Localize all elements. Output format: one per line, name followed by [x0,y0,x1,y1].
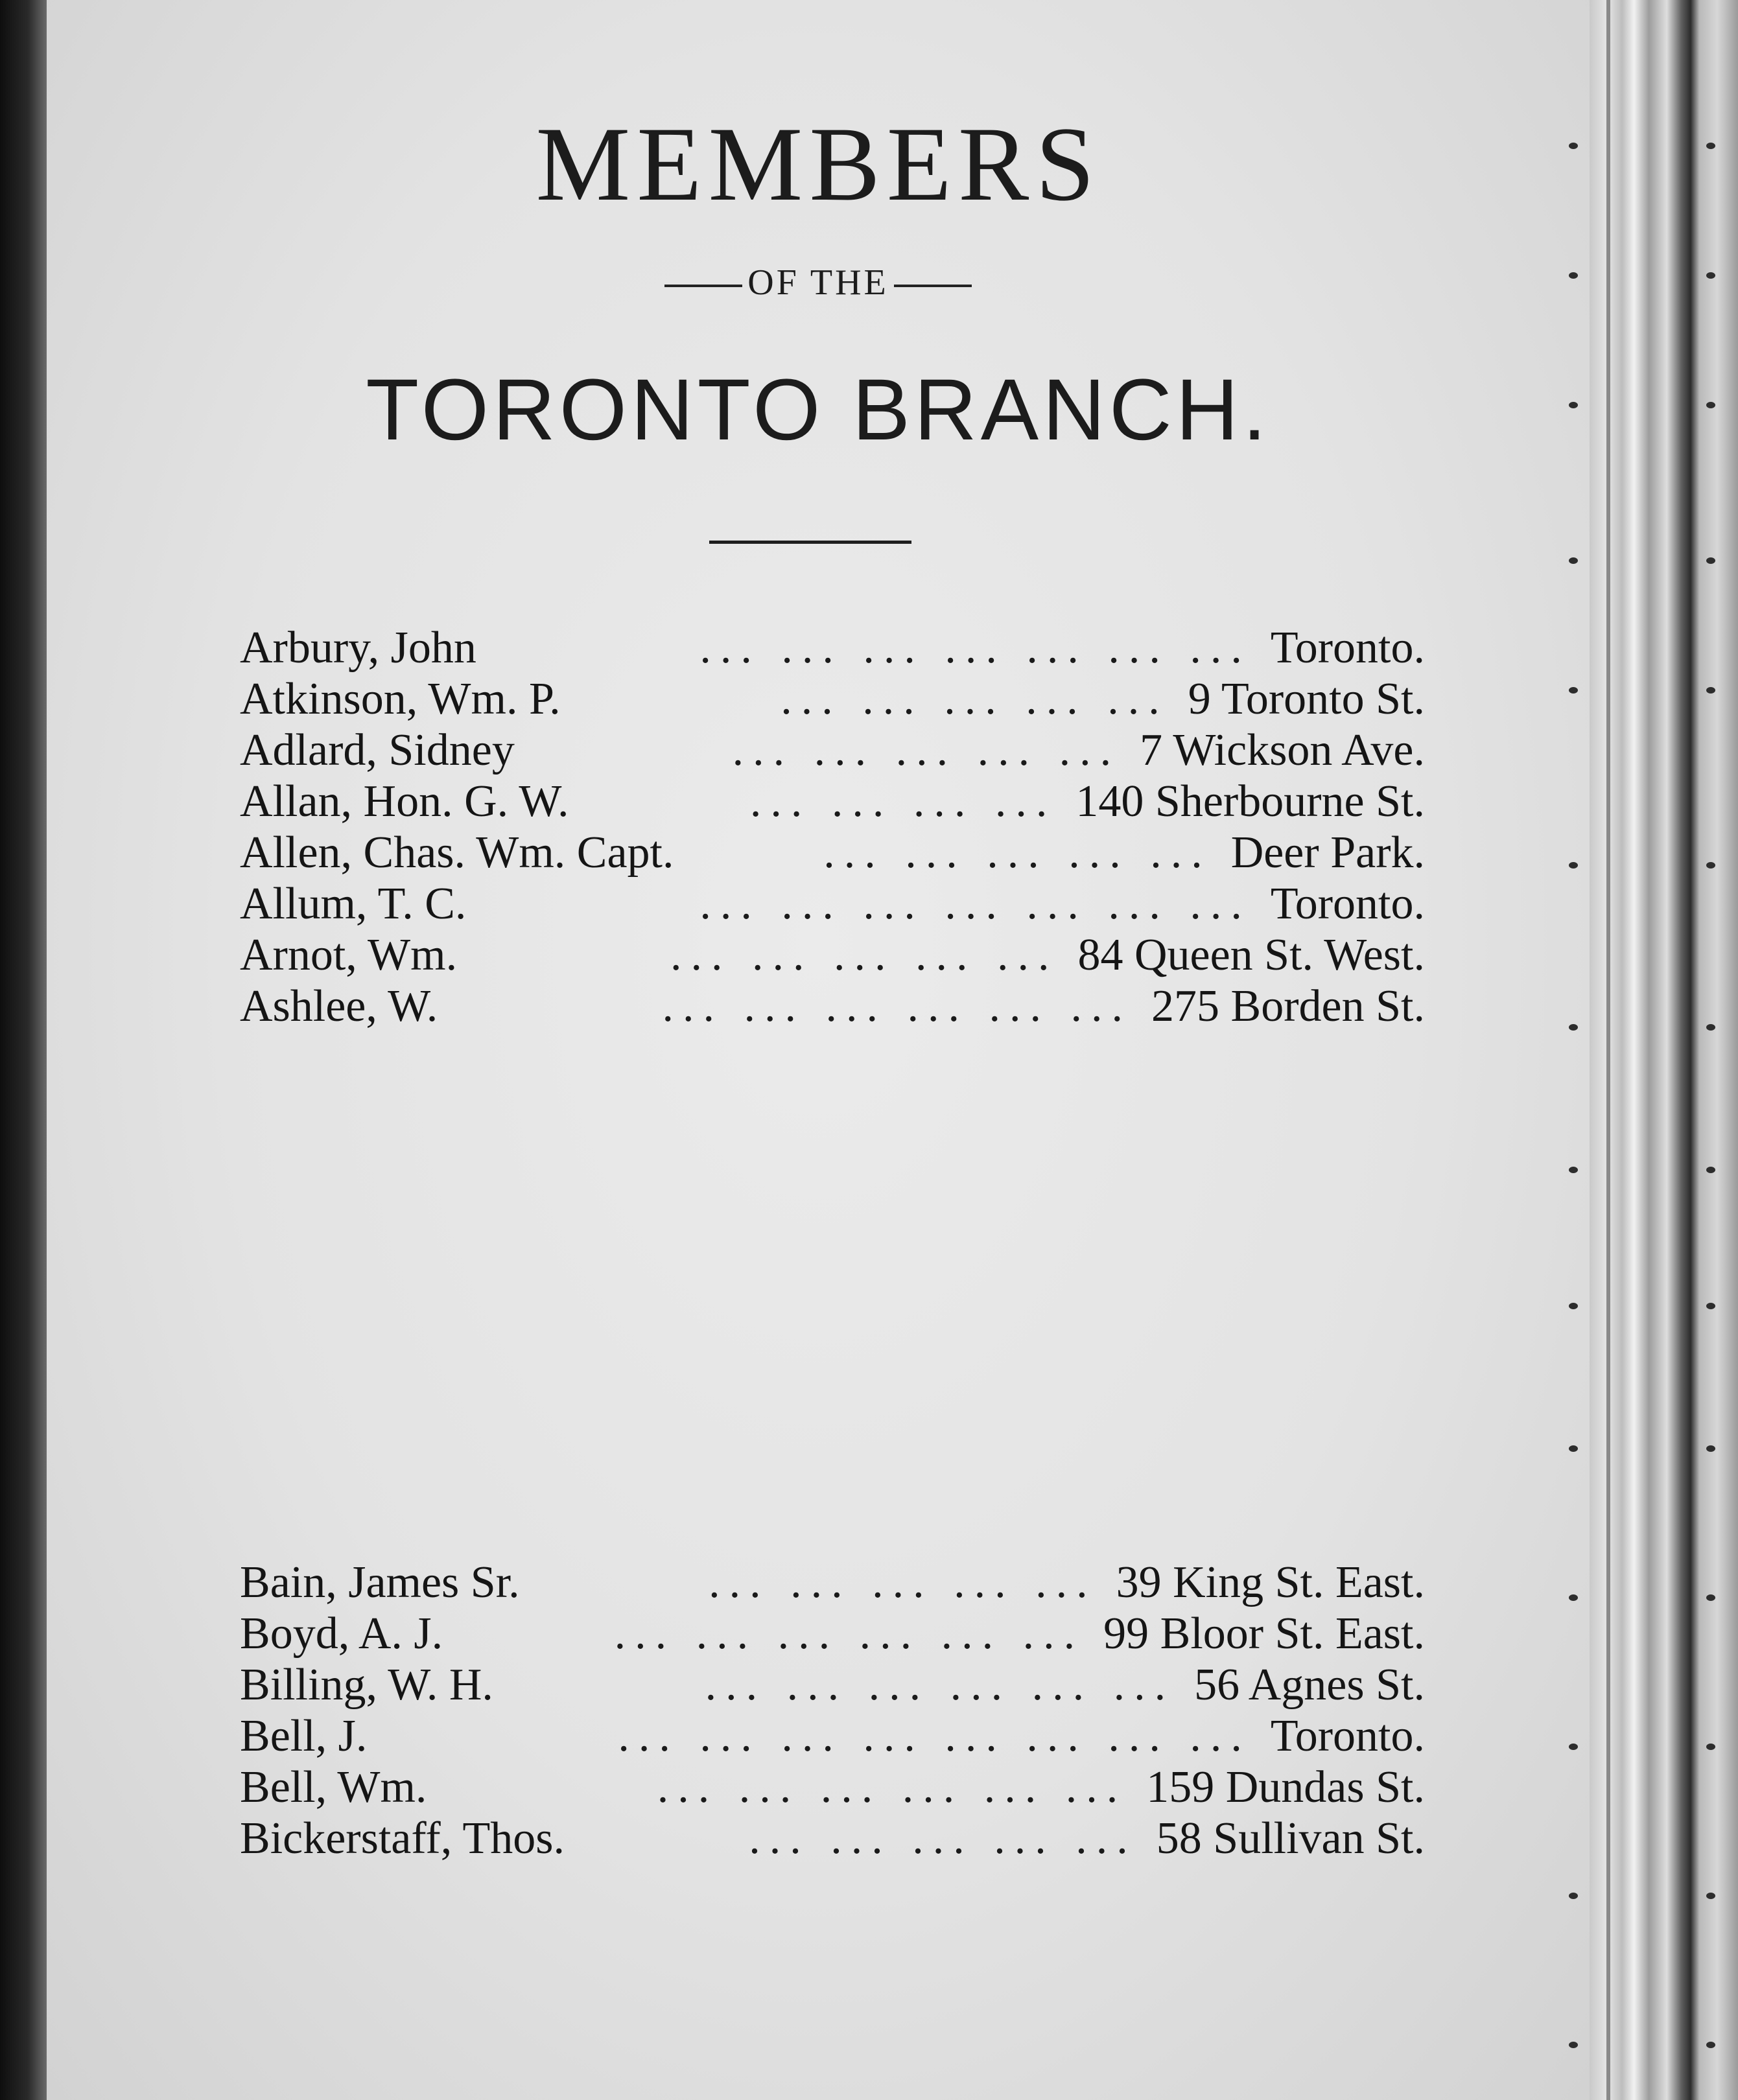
dot-leader: ... ... ... ... [749,776,1057,826]
binding-stitch [1706,1893,1715,1899]
section-divider [709,541,911,544]
binding-stitch [1706,1744,1715,1750]
binding-stitch [1706,1024,1715,1031]
member-row [240,1710,1425,1762]
binding-stitch [1569,1594,1578,1601]
member-address: Toronto. [1270,623,1425,673]
member-row [240,725,1425,776]
binding-stitch [1706,557,1715,564]
binding-stitch [1706,862,1715,869]
binding-stitch [1706,1303,1715,1309]
member-row [240,1762,1425,1813]
member-name: Bell, J. [240,1711,368,1761]
member-address: 39 King St. East. [1116,1558,1425,1607]
binding-stitch [1569,143,1578,149]
member-address: 159 Dundas St. [1146,1762,1425,1812]
member-name: Bickerstaff, Thos. [240,1814,565,1863]
member-row [240,878,1425,929]
binding-stitch [1569,402,1578,408]
member-address: 84 Queen St. West. [1077,930,1425,980]
member-row [240,1813,1425,1864]
binding-stitch [1706,1594,1715,1601]
member-address: Toronto. [1270,1711,1425,1761]
binding-stitch [1569,272,1578,279]
dot-leader: ... ... ... ... ... [781,674,1169,724]
dot-leader: ... ... ... ... ... ... ... [699,879,1251,929]
member-row [240,1659,1425,1710]
page-subtitle [47,262,1590,303]
member-name: Allan, Hon. G. W. [240,776,569,826]
member-name: Adlard, Sidney [240,725,515,775]
member-name: Bain, James Sr. [240,1558,520,1607]
member-address: 56 Agnes St. [1194,1660,1425,1710]
dot-leader: ... ... ... ... ... [670,930,1059,980]
branch-heading: TORONTO BRANCH. [366,362,1271,458]
scan-edge [0,0,47,2100]
binding-stitch [1569,1744,1578,1750]
binding-stitch [1706,2042,1715,2048]
member-name: Billing, W. H. [240,1660,493,1710]
member-address: Toronto. [1270,879,1425,929]
member-address: Deer Park. [1230,828,1425,878]
member-row [240,827,1425,878]
binding-stitch [1706,402,1715,408]
binding-stitch [1569,1893,1578,1899]
subtitle-rule-left [664,285,742,287]
member-address: 99 Bloor St. East. [1103,1609,1425,1659]
dot-leader: ... ... ... ... ... ... [657,1762,1127,1812]
member-row [240,1608,1425,1659]
binding-stitch [1569,687,1578,694]
member-name: Atkinson, Wm. P. [240,674,561,724]
member-list-a [240,622,1425,1032]
document-page [47,0,1590,2100]
member-row [240,776,1425,827]
member-address: 9 Toronto St. [1188,674,1425,724]
dot-leader: ... ... ... ... ... [732,725,1121,775]
dot-leader: ... ... ... ... ... [709,1558,1097,1607]
member-name: Boyd, A. J. [240,1609,443,1659]
dot-leader: ... ... ... ... ... ... [614,1609,1085,1659]
binding-stitch [1569,1167,1578,1173]
binding-stitch [1569,1024,1578,1031]
binding-fold [1606,0,1610,2100]
subtitle-rule-right [894,285,972,287]
binding-stitch [1569,862,1578,869]
page-title: MEMBERS [535,106,1101,223]
binding-stitch [1569,1445,1578,1452]
dot-leader: ... ... ... ... ... ... [705,1660,1175,1710]
binding-stitch [1706,1445,1715,1452]
member-address: 275 Borden St. [1151,981,1425,1031]
member-name: Bell, Wm. [240,1762,427,1812]
binding-stitch [1706,687,1715,694]
dot-leader: ... ... ... ... ... ... [662,981,1133,1031]
book-binding [1590,0,1738,2100]
binding-stitch [1706,272,1715,279]
member-address: 140 Sherbourne St. [1075,776,1425,826]
member-row [240,673,1425,725]
dot-leader: ... ... ... ... ... ... ... ... [618,1711,1251,1761]
member-name: Allen, Chas. Wm. Capt. [240,828,674,878]
binding-stitch [1569,1303,1578,1309]
member-name: Ashlee, W. [240,981,438,1031]
binding-stitch [1706,1167,1715,1173]
binding-stitch [1706,143,1715,149]
member-list-b [240,1557,1425,1864]
member-row [240,622,1425,673]
binding-stitch [1569,2042,1578,2048]
binding-stitch [1569,557,1578,564]
member-row [240,981,1425,1032]
member-name: Allum, T. C. [240,879,467,929]
member-row [240,1557,1425,1608]
member-name: Arbury, John [240,623,476,673]
member-address: 58 Sullivan St. [1156,1814,1425,1863]
dot-leader: ... ... ... ... ... [749,1814,1137,1863]
dot-leader: ... ... ... ... ... ... ... [699,623,1251,673]
member-row [240,929,1425,981]
member-address: 7 Wickson Ave. [1140,725,1425,775]
dot-leader: ... ... ... ... ... [823,828,1212,878]
subtitle-text: OF THE [747,262,889,303]
member-name: Arnot, Wm. [240,930,458,980]
